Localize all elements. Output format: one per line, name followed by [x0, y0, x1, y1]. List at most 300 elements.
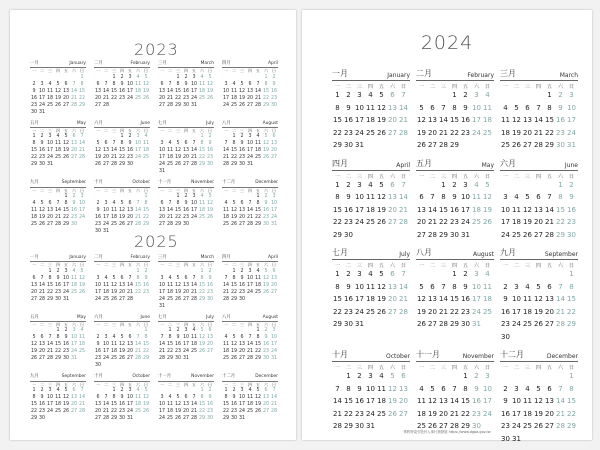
day-cell: 25	[70, 289, 78, 295]
day-cell: 18	[198, 207, 206, 213]
day-cell: 20	[94, 95, 102, 101]
day-cell: 16	[38, 148, 46, 154]
day-cell: 2	[184, 74, 188, 80]
day-cell	[354, 181, 365, 194]
day-number: 28	[428, 230, 437, 239]
day-cell: 28	[110, 162, 118, 168]
day-cell: 4	[112, 200, 116, 206]
day-cell	[416, 308, 427, 321]
day-number: 31	[461, 230, 470, 239]
weekday-label: 日	[568, 365, 575, 371]
day-number: 7	[558, 282, 563, 291]
month-en-label: September	[544, 251, 578, 258]
weekday-label: 一	[502, 263, 509, 269]
day-cell	[438, 397, 449, 410]
day-cell	[376, 104, 387, 117]
day-cell	[343, 231, 354, 244]
day-cell: 26	[54, 102, 62, 108]
day-number: 15	[556, 205, 565, 214]
day-cell	[511, 435, 522, 448]
weekday-row	[332, 262, 410, 269]
day-cell: 25	[190, 349, 198, 355]
day-cell: 14	[134, 207, 142, 213]
day-blank	[416, 270, 427, 283]
day-cell: 6	[72, 134, 76, 140]
day-blank	[511, 372, 522, 385]
day-cell: 25	[166, 162, 174, 168]
day-cell: 29	[254, 221, 262, 227]
day-number: 10	[512, 397, 521, 405]
day-number: 10	[366, 384, 375, 393]
month-cn-label: 三月	[500, 69, 516, 78]
month-cn-label: 四月	[222, 61, 231, 66]
weekday-label: 日	[143, 68, 149, 74]
day-grid	[30, 327, 86, 362]
weekday-label: 三	[47, 262, 53, 268]
weekday-label: 日	[207, 381, 213, 387]
day-cell: 20	[238, 349, 246, 355]
day-cell: 27	[182, 415, 190, 421]
month-en-label: June	[564, 161, 578, 169]
month-february	[94, 256, 150, 310]
weekday-label: 六	[135, 322, 141, 328]
month-en-label: February	[467, 72, 494, 79]
day-blank	[54, 193, 62, 200]
day-cell	[398, 181, 409, 194]
weekday-label: 六	[135, 68, 141, 74]
day-cell: 15	[110, 88, 118, 94]
weekday-label: 日	[143, 322, 149, 328]
day-cell: 12	[118, 342, 126, 348]
day-cell: 16	[30, 95, 38, 101]
day-cell: 10	[158, 282, 166, 288]
day-cell: 4	[168, 275, 172, 281]
day-cell	[332, 206, 343, 219]
day-cell: 4	[136, 387, 140, 393]
day-cell	[544, 231, 555, 244]
day-cell: 8	[256, 335, 260, 341]
day-cell	[354, 218, 365, 231]
day-number: 4	[368, 180, 373, 189]
month-cn-label: 十二月	[500, 350, 524, 359]
day-number: 7	[441, 103, 446, 112]
day-cell: 12	[254, 394, 262, 400]
day-cell	[365, 104, 376, 117]
day-cell: 3	[272, 328, 276, 334]
month-en-label: May	[76, 314, 86, 320]
day-cell: 10	[102, 207, 110, 213]
day-cell: 24	[158, 296, 166, 302]
weekday-label: 二	[231, 262, 237, 268]
weekday-label: 六	[199, 262, 205, 268]
day-cell	[449, 218, 460, 231]
day-number: 19	[428, 409, 437, 418]
day-cell: 7	[104, 394, 108, 400]
day-blank	[38, 74, 46, 81]
day-blank	[174, 133, 182, 140]
month-cn-label: 七月	[158, 120, 167, 126]
day-number: 13	[388, 103, 397, 112]
day-cell	[449, 410, 460, 423]
day-cell: 5	[208, 193, 212, 199]
day-blank	[254, 74, 262, 81]
day-cell: 15	[166, 342, 174, 348]
month-en-label: June	[140, 314, 150, 320]
weekday-label: 四	[247, 322, 253, 328]
weekday-label: 一	[95, 68, 101, 74]
day-cell: 16	[94, 349, 102, 355]
weekday-label: 六	[389, 263, 396, 269]
day-cell: 30	[126, 162, 134, 168]
day-grid	[332, 372, 410, 435]
day-cell: 1	[48, 268, 52, 274]
day-cell: 11	[222, 342, 230, 348]
day-number: 22	[333, 128, 342, 137]
day-number: 21	[399, 295, 408, 303]
day-cell	[398, 295, 409, 308]
day-cell: 25	[54, 155, 62, 161]
day-cell: 24	[102, 356, 110, 362]
day-cell: 21	[270, 401, 278, 407]
day-number: 31	[366, 422, 375, 430]
weekday-label: 二	[39, 187, 45, 193]
weekday-label: 二	[345, 173, 352, 180]
day-number: 27	[388, 128, 397, 137]
day-number: 25	[483, 307, 492, 316]
day-number: 16	[355, 397, 364, 405]
day-cell: 1	[200, 268, 204, 274]
month-en-label: December	[546, 353, 578, 360]
day-blank	[511, 181, 522, 194]
day-number: 26	[534, 320, 543, 328]
day-cell: 24	[46, 408, 54, 414]
day-cell: 18	[198, 88, 206, 94]
day-cell	[460, 206, 471, 219]
day-cell: 25	[134, 408, 142, 414]
day-cell: 29	[142, 356, 150, 362]
day-number: 23	[344, 128, 353, 137]
day-grid	[94, 133, 150, 168]
day-cell	[387, 410, 398, 423]
month-may	[30, 122, 86, 176]
day-cell	[566, 181, 577, 194]
weekday-label: 三	[111, 381, 117, 387]
day-number: 12	[377, 103, 386, 112]
weekday-label: 四	[451, 263, 458, 269]
day-cell: 15	[54, 342, 62, 348]
day-cell	[544, 116, 555, 129]
day-number: 23	[461, 128, 470, 137]
day-cell	[438, 320, 449, 333]
day-cell	[449, 385, 460, 398]
day-cell	[427, 129, 438, 142]
day-cell	[471, 129, 482, 142]
day-cell	[376, 218, 387, 231]
day-cell	[427, 308, 438, 321]
day-blank	[158, 268, 166, 275]
day-cell: 11	[30, 207, 38, 213]
day-cell: 15	[262, 88, 270, 94]
weekday-label: 一	[418, 365, 425, 371]
day-cell: 1	[144, 193, 148, 199]
weekday-label: 四	[535, 263, 542, 269]
day-cell	[522, 308, 533, 321]
day-cell: 18	[166, 155, 174, 161]
day-cell: 10	[190, 81, 198, 87]
weekday-label: 四	[119, 128, 125, 134]
weekday-label: 日	[400, 263, 407, 269]
day-cell	[332, 116, 343, 129]
day-number: 2	[503, 282, 508, 291]
day-number: 15	[450, 295, 459, 303]
day-cell	[460, 91, 471, 104]
weekday-label: 三	[47, 322, 53, 328]
day-blank	[102, 327, 110, 334]
day-number: 26	[377, 307, 386, 316]
day-number: 8	[335, 103, 340, 112]
day-cell	[566, 206, 577, 219]
day-number: 21	[534, 128, 543, 137]
day-number: 8	[558, 193, 563, 201]
day-cell: 12	[174, 282, 182, 288]
day-cell: 26	[30, 356, 38, 362]
day-cell: 3	[248, 134, 252, 140]
day-cell	[387, 308, 398, 321]
weekday-label: 六	[71, 68, 77, 74]
day-cell: 13	[62, 88, 70, 94]
day-cell: 10	[270, 335, 278, 341]
day-cell: 1	[176, 74, 180, 80]
day-cell: 20	[46, 214, 54, 220]
day-cell	[500, 231, 511, 244]
day-number: 14	[428, 205, 437, 214]
weekday-label: 一	[418, 263, 425, 269]
day-number: 29	[333, 141, 342, 149]
day-cell: 17	[238, 401, 246, 407]
weekday-label: 四	[535, 365, 542, 371]
day-cell: 20	[126, 214, 134, 220]
day-cell: 11	[110, 342, 118, 348]
day-cell: 4	[112, 335, 116, 341]
day-cell	[544, 295, 555, 308]
weekday-label: 三	[356, 263, 363, 269]
day-cell: 22	[230, 155, 238, 161]
day-number: 21	[450, 409, 459, 418]
day-blank	[134, 327, 142, 334]
day-blank	[46, 327, 54, 334]
weekday-label: 五	[255, 381, 261, 387]
day-cell: 25	[54, 408, 62, 414]
month-cn-label: 六月	[94, 314, 103, 320]
month-cn-label: 十月	[94, 180, 103, 186]
day-cell: 6	[184, 275, 188, 281]
day-cell: 29	[166, 356, 174, 362]
day-cell: 25	[222, 356, 230, 362]
day-cell: 11	[54, 394, 62, 400]
day-number: 26	[523, 230, 532, 239]
day-cell: 2	[40, 134, 44, 140]
day-cell	[438, 295, 449, 308]
day-cell: 4	[232, 81, 236, 87]
day-cell	[398, 283, 409, 296]
day-cell: 26	[38, 221, 46, 227]
day-cell	[365, 91, 376, 104]
day-blank	[94, 327, 102, 334]
day-cell: 23	[142, 289, 150, 295]
day-cell: 13	[46, 207, 54, 213]
day-number: 16	[567, 205, 576, 214]
weekday-label: 五	[378, 84, 385, 90]
day-cell: 12	[54, 88, 62, 94]
day-number: 1	[463, 372, 468, 380]
month-en-label: April	[267, 255, 278, 260]
day-cell	[416, 231, 427, 244]
day-number: 17	[461, 205, 470, 214]
day-cell	[332, 308, 343, 321]
day-number: 2	[346, 180, 351, 189]
day-cell: 21	[254, 95, 262, 101]
day-number: 25	[501, 141, 510, 149]
day-cell: 2	[240, 268, 244, 274]
day-cell: 6	[160, 81, 164, 87]
day-cell: 23	[182, 95, 190, 101]
day-cell: 20	[70, 148, 78, 154]
day-cell: 9	[264, 335, 268, 341]
weekday-label: 六	[263, 68, 269, 74]
weekday-label: 二	[231, 128, 237, 134]
day-number: 2	[346, 270, 351, 278]
day-blank	[438, 372, 449, 385]
day-blank	[110, 133, 118, 140]
day-number: 23	[450, 218, 459, 226]
day-cell: 8	[64, 200, 68, 206]
day-number: 27	[428, 141, 437, 149]
day-number: 20	[388, 295, 397, 303]
year-title-2025: 2025	[134, 232, 179, 251]
day-number: 10	[355, 282, 364, 291]
day-cell	[533, 206, 544, 219]
day-cell: 15	[62, 207, 70, 213]
day-number: 24	[472, 307, 481, 316]
weekday-label: 二	[39, 262, 45, 268]
month-cn-label: 八月	[222, 120, 231, 126]
weekday-label: 二	[429, 173, 436, 180]
day-cell: 18	[222, 349, 230, 355]
day-cell: 28	[166, 221, 174, 227]
day-number: 19	[523, 218, 532, 226]
day-cell: 17	[158, 289, 166, 295]
day-number: 27	[545, 422, 554, 430]
day-number: 30	[472, 422, 481, 430]
day-cell: 28	[246, 356, 254, 362]
day-cell	[416, 410, 427, 423]
day-cell	[500, 410, 511, 423]
weekday-label: 五	[63, 68, 69, 74]
day-cell: 19	[230, 214, 238, 220]
day-number: 10	[472, 103, 481, 112]
day-cell: 24	[158, 162, 166, 168]
day-cell	[354, 270, 365, 283]
day-blank	[174, 268, 182, 275]
weekday-label: 三	[175, 128, 181, 134]
day-cell: 16	[62, 342, 70, 348]
day-number: 12	[534, 295, 543, 303]
day-number: 21	[439, 307, 448, 316]
weekday-label: 一	[159, 128, 165, 134]
day-cell: 2	[208, 134, 212, 140]
day-cell	[533, 141, 544, 154]
month-en-label: July	[206, 120, 214, 126]
day-cell: 8	[112, 394, 116, 400]
day-number: 24	[366, 409, 375, 418]
day-cell: 7	[224, 275, 228, 281]
day-cell: 6	[128, 200, 132, 206]
day-cell	[343, 270, 354, 283]
day-cell	[460, 410, 471, 423]
day-number: 18	[366, 116, 375, 124]
day-cell: 22	[118, 155, 126, 161]
day-cell	[544, 206, 555, 219]
day-blank	[555, 372, 566, 385]
day-cell	[449, 283, 460, 296]
day-cell: 27	[270, 289, 278, 295]
day-cell: 7	[128, 275, 132, 281]
day-cell	[354, 283, 365, 296]
month-cn-label: 十一月	[158, 374, 172, 380]
day-cell	[471, 295, 482, 308]
day-cell: 13	[206, 335, 214, 341]
day-number: 1	[441, 180, 446, 189]
day-blank	[182, 268, 190, 275]
day-cell: 16	[38, 401, 46, 407]
day-cell: 24	[238, 408, 246, 414]
day-cell	[460, 295, 471, 308]
day-cell: 29	[30, 162, 38, 168]
weekday-label: 四	[55, 322, 61, 328]
weekday-label: 二	[167, 262, 173, 268]
day-cell: 25	[246, 408, 254, 414]
day-cell: 20	[270, 282, 278, 288]
day-cell: 20	[270, 148, 278, 154]
day-cell: 4	[224, 200, 228, 206]
day-cell	[566, 283, 577, 296]
day-cell	[555, 129, 566, 142]
day-cell: 8	[32, 394, 36, 400]
day-number: 24	[501, 230, 510, 239]
day-number: 14	[556, 295, 565, 303]
day-cell: 22	[78, 95, 86, 101]
day-blank	[30, 268, 38, 275]
day-cell: 16	[94, 214, 102, 220]
day-number: 26	[388, 409, 397, 418]
day-cell	[471, 320, 482, 333]
day-number: 25	[472, 218, 481, 226]
day-cell: 1	[232, 268, 236, 274]
day-cell: 12	[110, 282, 118, 288]
day-cell: 24	[190, 214, 198, 220]
day-blank	[500, 270, 511, 283]
day-cell	[471, 218, 482, 231]
day-number: 3	[463, 180, 468, 189]
day-number: 21	[399, 116, 408, 124]
day-cell: 24	[126, 408, 134, 414]
day-cell	[522, 397, 533, 410]
day-number: 10	[567, 103, 576, 112]
weekday-label: 四	[535, 84, 542, 90]
day-number: 10	[355, 193, 364, 201]
day-cell	[376, 295, 387, 308]
day-number: 12	[377, 193, 386, 201]
